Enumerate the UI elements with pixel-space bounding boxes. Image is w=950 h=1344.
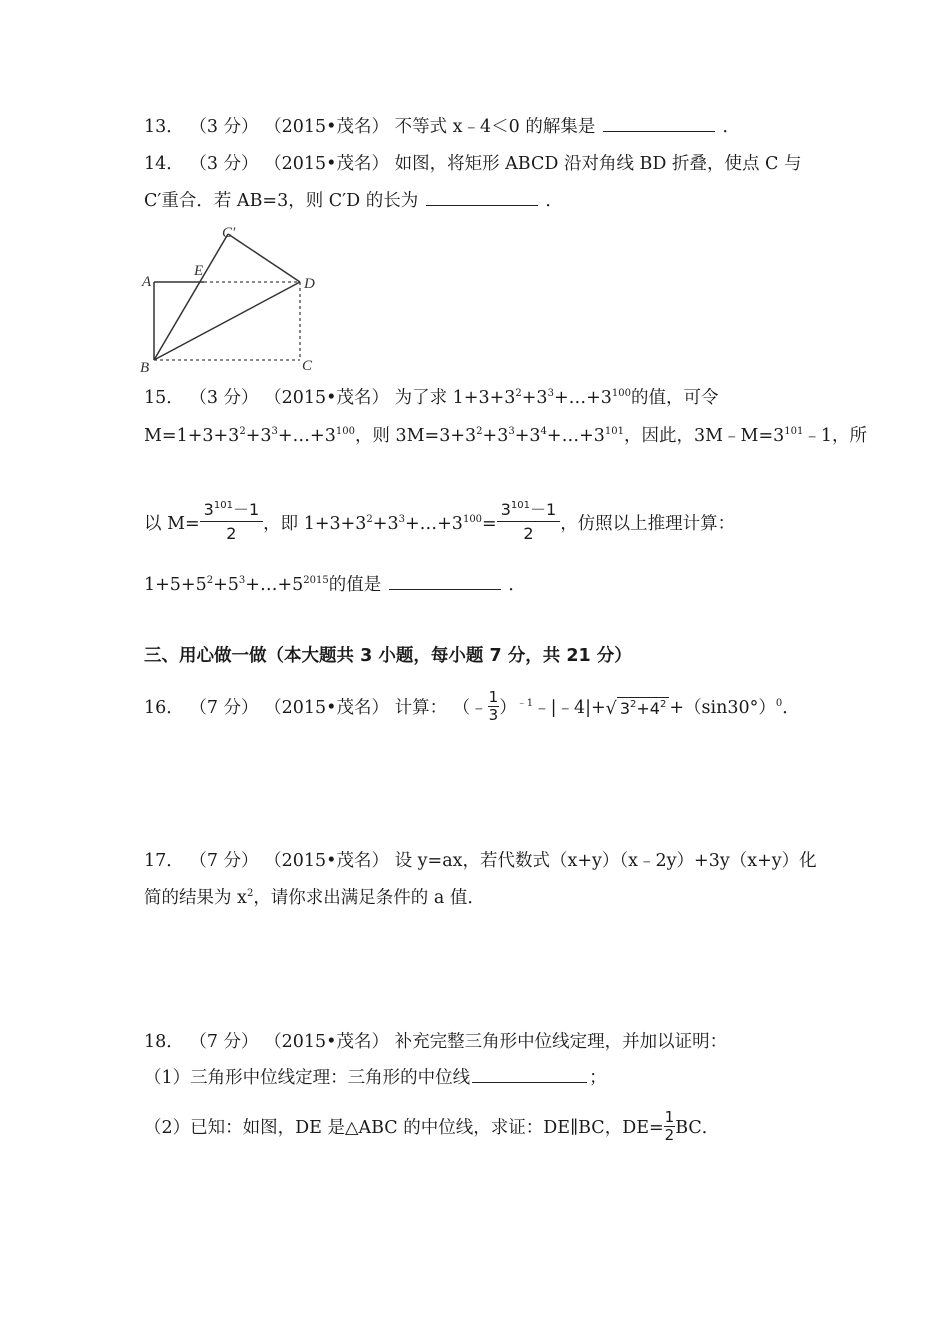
q16-number: 16． [144, 698, 184, 718]
exponent: 2 [366, 514, 373, 525]
fraction-numerator: －1 [232, 500, 260, 519]
q13-text: 不等式 x﹣4＜0 的解集是 [394, 117, 596, 137]
answer-blank [472, 1066, 587, 1083]
q16-text: ﹣|﹣4|+ [533, 698, 606, 718]
fraction-numerator: 3 [500, 500, 511, 519]
fraction-numerator: 3 [203, 500, 214, 519]
q16-text: 计算： [394, 698, 448, 718]
q16-end: ． [782, 698, 800, 718]
question-14-line2 [144, 188, 563, 214]
q15-text: ，则 3M=3+3 [354, 426, 477, 446]
fraction-denominator: 2 [226, 524, 237, 543]
q15-number: 15． [144, 388, 184, 408]
q15-text: ，仿照以上推理计算： [560, 514, 736, 534]
exponent: 2 [476, 426, 483, 437]
exponent: 2015 [303, 575, 329, 586]
q15-source: （2015•茂名） [264, 388, 389, 408]
q18-score: （7 分） [189, 1032, 259, 1052]
q15-text: +3 [245, 426, 272, 446]
label-A: A [142, 274, 152, 290]
label-B: B [140, 360, 150, 374]
q15-text: +…+3 [553, 388, 612, 408]
answer-blank [426, 189, 538, 206]
q17-text: ，请你求出满足条件的 a 值． [253, 888, 485, 908]
q17-score: （7 分） [189, 851, 259, 871]
q18-part1-end: ； [589, 1068, 607, 1088]
question-18-part2 [144, 1108, 719, 1148]
q13-score: （3 分） [189, 117, 259, 137]
q16-paren-close: ） [499, 698, 517, 718]
rectangle-fold-figure [138, 222, 328, 374]
q18-text: 补充完整三角形中位线定理，并加以证明： [394, 1032, 728, 1052]
q17-text: 设 y=ax，若代数式（x+y）（x﹣2y）+3y（x+y）化 [394, 851, 817, 871]
segment-BD [154, 282, 300, 360]
answer-blank [389, 573, 501, 590]
q14-text-line1: 如图，将矩形 ABCD 沿对角线 BD 折叠，使点 C 与 [394, 154, 802, 174]
exponent: 3 [547, 388, 554, 399]
q15-text: 的值，可令 [631, 388, 719, 408]
q16-paren-open: （﹣ [452, 698, 488, 718]
fraction [664, 1109, 676, 1144]
q15-text: ﹣1，所 [803, 426, 867, 446]
exponent: 101 [510, 500, 530, 511]
q15-text: +3 [514, 426, 541, 446]
q18-number: 18． [144, 1032, 184, 1052]
exponent: ﹣1 [516, 698, 534, 709]
q15-text: +5 [213, 575, 239, 595]
fraction-numerator: 1 [664, 1108, 675, 1126]
question-15 [144, 385, 719, 411]
section-heading: 三、用心做一做（本大题共 3 小题，每小题 7 分，共 21 分） [144, 646, 632, 666]
fraction-numerator: －1 [530, 500, 557, 519]
q14-number: 14． [144, 154, 184, 174]
q15-text: 的值是 [328, 575, 382, 595]
segment-C-prime-D [228, 234, 300, 282]
q15-text: +3 [482, 426, 509, 446]
exponent: 100 [611, 388, 631, 399]
question-15-line4 [144, 572, 526, 598]
exponent: 3 [508, 426, 515, 437]
fraction-denominator: 2 [664, 1126, 675, 1144]
fraction [497, 499, 560, 546]
q15-text: 为了求 1+3+3 [394, 388, 516, 408]
segment-BC-prime [154, 234, 228, 360]
radicand: 3 [619, 698, 631, 718]
q16-text: +（sin30°） [669, 698, 776, 718]
exponent: 3 [238, 575, 246, 586]
label-D: D [304, 276, 315, 292]
label-E: E [194, 263, 204, 279]
q15-score: （3 分） [189, 388, 259, 408]
exponent: 2 [239, 426, 246, 437]
exponent: 0 [775, 698, 783, 709]
exponent: 2 [515, 388, 522, 399]
q17-number: 17． [144, 851, 184, 871]
q18-part1-text: （1）三角形中位线定理：三角形的中位线 [144, 1068, 471, 1088]
exponent: 101 [604, 426, 624, 437]
q18-part2-end: BC． [675, 1118, 720, 1138]
radicand: + [636, 698, 650, 718]
q15-text: 以 M= [144, 514, 200, 534]
fraction-denominator: 3 [488, 706, 499, 724]
q14-source: （2015•茂名） [264, 154, 389, 174]
question-15-line2 [144, 423, 867, 449]
exponent: 100 [335, 426, 355, 437]
q16-source: （2015•茂名） [264, 698, 389, 718]
q15-text: +…+5 [245, 575, 304, 595]
question-15-line3 [144, 500, 735, 548]
exponent: 3 [398, 514, 405, 525]
q15-text: +3 [521, 388, 548, 408]
label-C-prime: C′ [222, 225, 236, 241]
label-C: C [302, 358, 313, 374]
question-17-line2 [144, 885, 485, 911]
q17-text: 简的结果为 x [144, 888, 247, 908]
question-14 [144, 151, 801, 177]
q14-text-line2: C′重合．若 AB=3，则 C′D 的长为 [144, 191, 419, 211]
exponent: 2 [630, 698, 637, 710]
q15-text: = [482, 514, 497, 534]
q18-source: （2015•茂名） [264, 1032, 389, 1052]
exponent: 2 [246, 888, 254, 899]
question-13 [144, 114, 740, 140]
exponent: 100 [462, 514, 483, 525]
exponent: 101 [784, 426, 804, 437]
q17-source: （2015•茂名） [264, 851, 389, 871]
exponent: 2 [206, 575, 214, 586]
exponent: 3 [271, 426, 278, 437]
q15-text: ，因此，3M﹣M=3 [623, 426, 785, 446]
q15-text: +…+3 [404, 514, 463, 534]
q15-text: +…+3 [546, 426, 605, 446]
fraction [200, 499, 263, 546]
q16-score: （7 分） [189, 698, 259, 718]
exponent: 4 [540, 426, 547, 437]
fraction-numerator: 1 [488, 688, 499, 706]
q13-end: ． [722, 117, 740, 137]
fraction-denominator: 2 [523, 524, 534, 543]
q14-end: ． [545, 191, 563, 211]
question-18 [144, 1029, 727, 1055]
q18-part2-text: （2）已知：如图，DE 是△ABC 的中位线，求证：DE∥BC，DE= [144, 1118, 664, 1138]
fraction [488, 689, 500, 724]
square-root: √ $3^2+4^2$ [606, 691, 670, 727]
question-16 [144, 690, 800, 727]
question-17 [144, 848, 817, 874]
answer-blank [603, 115, 715, 132]
q15-text: ，即 1+3+3 [263, 514, 367, 534]
radicand: 4 [649, 698, 660, 718]
q13-number: 13． [144, 117, 184, 137]
exponent: 101 [213, 500, 233, 511]
q13-source: （2015•茂名） [264, 117, 389, 137]
q15-text: +…+3 [277, 426, 336, 446]
q15-end: ． [508, 575, 526, 595]
q15-text: 1+5+5 [144, 575, 207, 595]
question-18-part1 [144, 1065, 607, 1091]
q14-score: （3 分） [189, 154, 259, 174]
q15-text: +3 [372, 514, 399, 534]
q15-text: M=1+3+3 [144, 426, 240, 446]
exponent: 2 [659, 698, 667, 710]
